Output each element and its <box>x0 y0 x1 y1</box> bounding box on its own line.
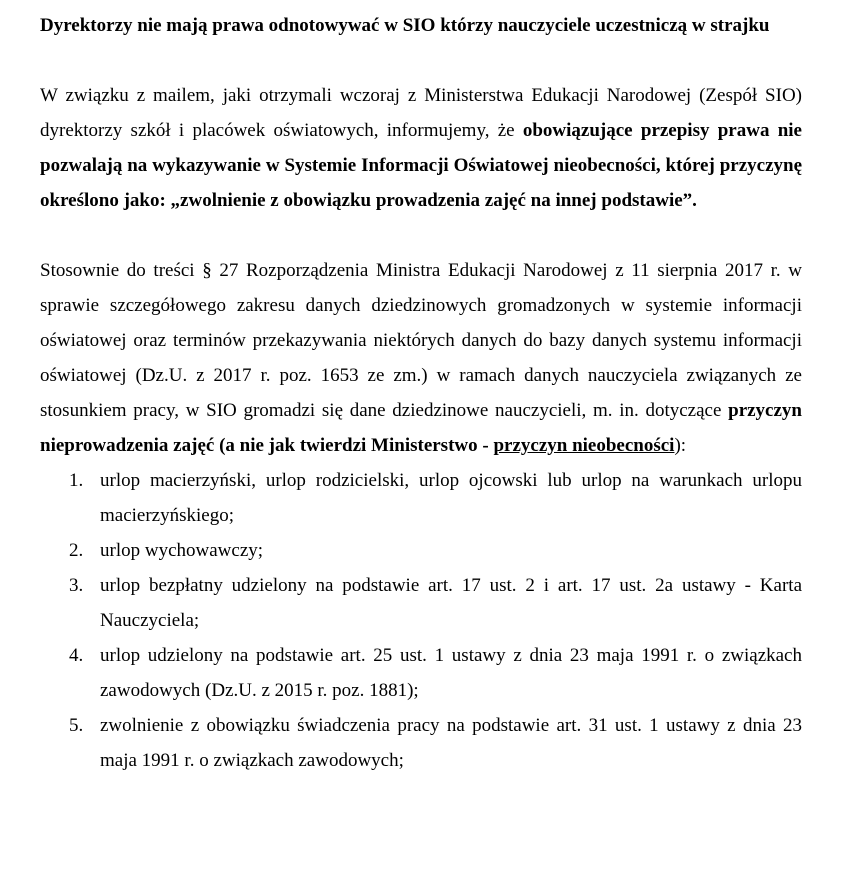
list-item-text: urlop udzielony na podstawie art. 25 ust. 1 ustawy z dnia 23 maja 1991 r. o związkach zawodowych (Dz.U. z 2015 r. poz. 1881); <box>100 645 802 701</box>
list-item-text: urlop wychowawczy; <box>100 540 264 561</box>
paragraph-regulation-end: ): <box>674 435 687 456</box>
paragraph-ministry-email-bold: obowiązujące przepisy prawa nie pozwalają na wykazywanie w Systemie Informacji Oświatowej nieobecności, której przyczynę określono jako: „zwolnienie z obowiązku prowadzenia zajęć na innej podstawie”. <box>40 120 802 211</box>
document-title: Dyrektorzy nie mają prawa odnotowywać w SIO którzy nauczyciele uczestniczą w strajku <box>40 15 770 36</box>
paragraph-regulation-intro: Stosownie do treści § 27 Rozporządzenia Ministra Edukacji Narodowej z 11 sierpnia 2017 r. w sprawie szczegółowego zakresu danych dziedzinowych gromadzonych w systemie informacji oświatowej oraz terminów przekazywania niektórych danych do bazy danych systemu informacji oświatowej (Dz.U. z 2017 r. poz. 1653 ze zm.) w ramach danych nauczyciela związanych ze stosunkiem pracy, w SIO gromadzi się dane dziedzinowe nauczycieli, m. in. dotyczące <box>40 260 802 421</box>
list-item-number: 4. <box>69 645 84 666</box>
list-item-number: 3. <box>69 575 84 596</box>
paragraph-regulation-bold-ministry: a nie jak twierdzi Ministerstwo - <box>225 435 494 456</box>
list-item <box>40 463 802 533</box>
list-item <box>40 638 802 708</box>
list-item <box>40 568 802 638</box>
list-item <box>40 533 802 568</box>
list-item-text: urlop macierzyński, urlop rodzicielski, urlop ojcowski lub urlop na warunkach urlopu macierzyńskiego; <box>100 470 802 526</box>
reasons-list <box>40 463 802 778</box>
paragraph-regulation-sep: ( <box>214 435 226 456</box>
paragraph-ministry-email <box>40 78 802 218</box>
document-page <box>40 8 802 778</box>
list-item-text: zwolnienie z obowiązku świadczenia pracy na podstawie art. 31 ust. 1 ustawy z dnia 23 maja 1991 r. o związkach zawodowych; <box>100 715 802 771</box>
list-item-number: 2. <box>69 540 84 561</box>
paragraph-regulation <box>40 253 802 463</box>
list-item-text: urlop bezpłatny udzielony na podstawie art. 17 ust. 2 i art. 17 ust. 2a ustawy - Karta Nauczyciela; <box>100 575 802 631</box>
paragraph-regulation-bold-reasons: przyczyn nieprowadzenia zajęć <box>40 400 802 456</box>
list-item-number: 5. <box>69 715 84 736</box>
list-item-number: 1. <box>69 470 84 491</box>
list-item <box>40 708 802 778</box>
paragraph-regulation-underlined: przyczyn nieobecności <box>493 435 675 456</box>
paragraph-ministry-email-intro: W związku z mailem, jaki otrzymali wczoraj z Ministerstwa Edukacji Narodowej (Zespół SIO) dyrektorzy szkół i placówek oświatowych, informujemy, że <box>40 85 802 141</box>
